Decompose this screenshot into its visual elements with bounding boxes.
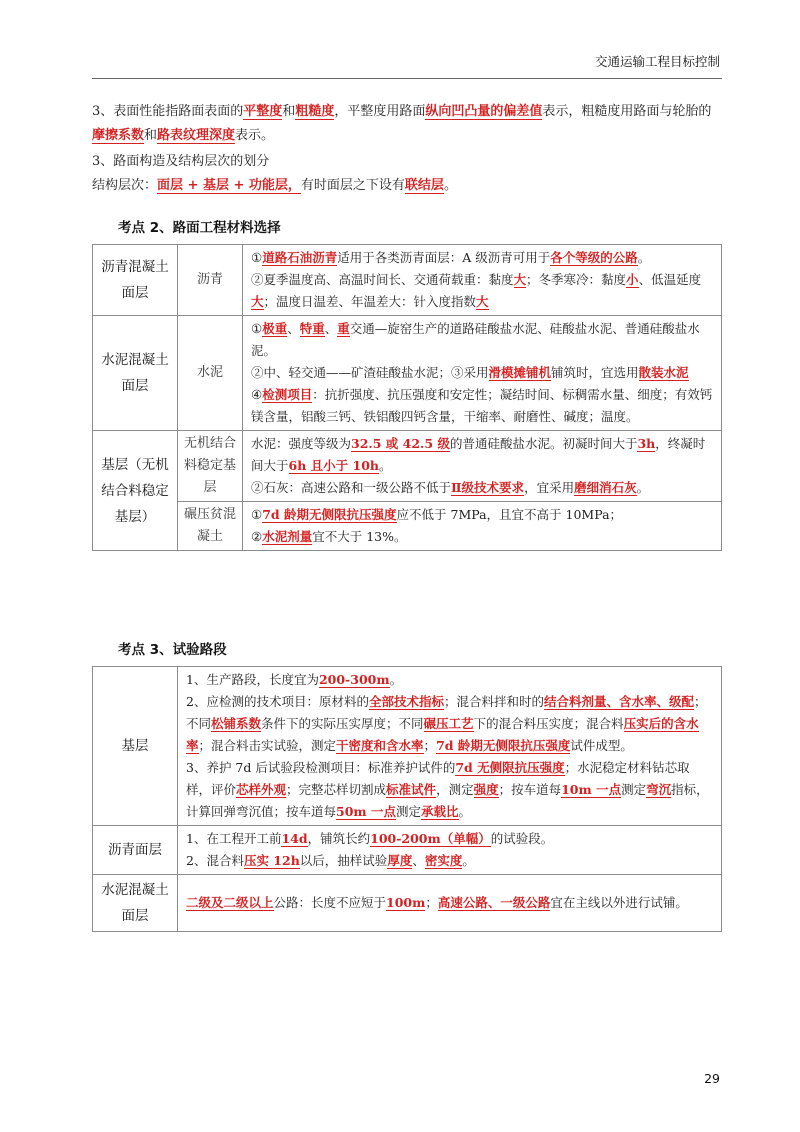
text-segment: 、 bbox=[324, 321, 338, 336]
highlighted-term: 7d 无侧限抗压强度 bbox=[455, 760, 565, 775]
text-segment: 宜不大于 13%。 bbox=[312, 529, 407, 544]
table-row bbox=[93, 826, 722, 875]
highlighted-term: 全部技术指标 bbox=[368, 694, 444, 709]
highlighted-term: 检测项目 bbox=[262, 387, 313, 402]
text-segment: 。 bbox=[637, 250, 651, 265]
content-cell bbox=[243, 431, 722, 502]
table-row bbox=[93, 875, 722, 932]
materials-table bbox=[92, 244, 722, 551]
text-segment: ②石灰：高速公路和一级公路不低于 bbox=[251, 480, 452, 495]
text-segment: 。 bbox=[462, 853, 475, 868]
layer-cell: 水泥混凝土面层 bbox=[93, 875, 178, 932]
content-cell bbox=[178, 826, 722, 875]
text-segment: 下的混合料压实度；混合料 bbox=[473, 716, 624, 731]
highlighted-term: 芯样外观 bbox=[236, 782, 287, 797]
content-line bbox=[251, 269, 713, 313]
highlighted-term: 大 bbox=[251, 294, 264, 309]
content-cell bbox=[178, 875, 722, 932]
section-title-materials: 考点 2、路面工程材料选择 bbox=[118, 220, 281, 236]
text-segment: 以后，抽样试验 bbox=[299, 853, 388, 868]
material-cell: 沥青 bbox=[178, 245, 243, 316]
highlighted-term: Ⅱ级技术要求 bbox=[451, 480, 525, 495]
content-cell bbox=[178, 667, 722, 826]
text-segment: 2、应检测的技术项目：原材料的 bbox=[186, 694, 369, 709]
intro-paragraph-structure-heading bbox=[92, 150, 722, 174]
text-segment: 表示。 bbox=[235, 128, 275, 143]
content-line bbox=[251, 526, 713, 548]
content-cell bbox=[243, 502, 722, 551]
highlighted-term: 路表纹理深度 bbox=[157, 128, 236, 143]
highlighted-term: 水泥剂量 bbox=[262, 529, 313, 544]
layer-cell: 沥青面层 bbox=[93, 826, 178, 875]
text-segment: ；按车道每 bbox=[498, 782, 562, 797]
table-row bbox=[93, 431, 722, 502]
text-segment: ②中、轻交通——矿渣硅酸盐水泥；③采用 bbox=[251, 365, 489, 380]
highlighted-term: 散装水泥 bbox=[638, 365, 689, 380]
highlighted-term: 10m 一点 bbox=[561, 782, 622, 797]
text-segment: ；不同 bbox=[186, 694, 707, 731]
highlighted-term: 粗糙度 bbox=[295, 104, 335, 119]
text-segment: 测定 bbox=[396, 804, 422, 819]
text-segment: ；混合料拌和时的 bbox=[443, 694, 544, 709]
text-segment: 和 bbox=[282, 104, 296, 119]
running-header: 交通运输工程目标控制 bbox=[594, 54, 720, 69]
highlighted-term: 重 bbox=[337, 321, 350, 336]
highlighted-term: 面层 + 基层 + 功能层， bbox=[157, 178, 301, 193]
layer-cell: 水泥混凝土面层 bbox=[93, 316, 178, 431]
text-segment: 测定 bbox=[621, 782, 647, 797]
content-line bbox=[186, 828, 713, 850]
highlighted-term: 高速公路、一级公路 bbox=[437, 895, 551, 910]
text-segment: ：抗折强度、抗压强度和安定性；凝结时间、标稠需水量、细度；有效钙镁含量，铝酸三钙、铁铝酸四钙含量，干缩率、耐磨性、碱度；温度。 bbox=[251, 387, 713, 424]
content-line bbox=[186, 757, 713, 823]
highlighted-term: 纵向凹凸量的偏差值 bbox=[425, 104, 543, 119]
intro-paragraph-surface bbox=[92, 100, 722, 148]
text-segment: ； bbox=[423, 738, 437, 753]
highlighted-term: 弯沉 bbox=[646, 782, 672, 797]
highlighted-term: 压实 12h bbox=[243, 853, 300, 868]
highlighted-term: 各个等级的公路 bbox=[550, 250, 638, 265]
content-line bbox=[186, 850, 713, 872]
layer-cell: 沥青混凝土面层 bbox=[93, 245, 178, 316]
text-segment: 。 bbox=[443, 178, 457, 193]
content-line bbox=[251, 477, 713, 499]
text-segment: ，测定 bbox=[436, 782, 474, 797]
text-segment: 。 bbox=[458, 804, 472, 819]
content-line bbox=[186, 691, 713, 757]
highlighted-term: 特重 bbox=[299, 321, 325, 336]
table-row bbox=[93, 667, 722, 826]
text-segment: 1、在工程开工前 bbox=[186, 831, 282, 846]
highlighted-term: 联结层 bbox=[404, 178, 444, 193]
highlighted-term: 碾压工艺 bbox=[423, 716, 474, 731]
trial-section-table bbox=[92, 666, 722, 932]
text-segment: 的普通硅酸盐水泥。初凝时间大于 bbox=[449, 436, 638, 451]
highlighted-term: 32.5 或 42.5 级 bbox=[351, 436, 450, 451]
header-divider bbox=[92, 78, 722, 79]
text-segment: 适用于各类沥青面层：A 级沥青可用于 bbox=[337, 250, 551, 265]
highlighted-term: 二级及二级以上 bbox=[186, 895, 274, 910]
text-segment: 3、路面构造及结构层次的划分 bbox=[92, 154, 270, 169]
highlighted-term: 结合料剂量、含水率、级配 bbox=[544, 694, 695, 709]
highlighted-term: 14d bbox=[281, 831, 308, 846]
text-segment: 条件下的实际压实厚度；不同 bbox=[261, 716, 424, 731]
text-segment: ① bbox=[251, 507, 263, 522]
content-line bbox=[251, 504, 713, 526]
highlighted-term: 3h bbox=[637, 436, 656, 451]
material-cell: 水泥 bbox=[178, 316, 243, 431]
highlighted-term: 磨细消石灰 bbox=[574, 480, 637, 495]
highlighted-term: 平整度 bbox=[243, 104, 283, 119]
material-cell: 无机结合料稳定基层 bbox=[178, 431, 243, 502]
intro-paragraph-structure-layers bbox=[92, 174, 722, 198]
content-line bbox=[186, 892, 713, 914]
table-row bbox=[93, 316, 722, 431]
text-segment: 试件成型。 bbox=[570, 738, 633, 753]
content-line bbox=[186, 669, 713, 691]
highlighted-term: 干密度和含水率 bbox=[336, 738, 424, 753]
highlighted-term: 厚度 bbox=[387, 853, 413, 868]
text-segment: ① bbox=[251, 250, 263, 265]
highlighted-term: 50m 一点 bbox=[336, 804, 396, 819]
highlighted-term: 强度 bbox=[473, 782, 499, 797]
text-segment: 宜在主线以外进行试铺。 bbox=[550, 895, 688, 910]
section-title-trial: 考点 3、试验路段 bbox=[118, 642, 227, 658]
highlighted-term: 100-200m（单幅） bbox=[370, 831, 491, 846]
text-segment: 铺筑时，宜选用 bbox=[551, 365, 639, 380]
text-segment: 、 bbox=[287, 321, 300, 336]
text-segment: ②夏季温度高、高温时间长、交通荷载重：黏度 bbox=[251, 272, 514, 287]
content-line bbox=[251, 247, 713, 269]
layer-cell: 基层（无机结合料稳定基层） bbox=[93, 431, 178, 551]
text-segment: ，宜采用 bbox=[524, 480, 575, 495]
highlighted-term: 承载比 bbox=[421, 804, 459, 819]
text-segment: 的试验段。 bbox=[490, 831, 554, 846]
content-line bbox=[251, 318, 713, 362]
content-line bbox=[251, 362, 713, 384]
highlighted-term: 摩擦系数 bbox=[92, 128, 145, 143]
text-segment: 3、养护 7d 后试验段检测项目：标准养护试件的 bbox=[186, 760, 456, 775]
highlighted-term: 6h 且小于 10h bbox=[288, 458, 379, 473]
text-segment: 公路：长度不应短于 bbox=[273, 895, 387, 910]
text-segment: ④ bbox=[251, 387, 263, 402]
table-row bbox=[93, 502, 722, 551]
highlighted-term: 小 bbox=[626, 272, 639, 287]
highlighted-term: 大 bbox=[513, 272, 527, 287]
text-segment: 指标，计算回弹弯沉值；按车道每 bbox=[186, 782, 709, 819]
text-segment: ；混合料击实试验，测定 bbox=[198, 738, 337, 753]
highlighted-term: 极重 bbox=[262, 321, 288, 336]
highlighted-term: 松铺系数 bbox=[211, 716, 262, 731]
text-segment: 表示，粗糙度用路面与轮胎的 bbox=[542, 104, 712, 119]
layer-cell: 基层 bbox=[93, 667, 178, 826]
text-segment: ① bbox=[251, 321, 263, 336]
material-cell: 碾压贫混凝土 bbox=[178, 502, 243, 551]
text-segment: 交通—旋窑生产的道路硅酸盐水泥、硅酸盐水泥、普通硅酸盐水泥。 bbox=[251, 321, 700, 358]
highlighted-term: 7d 龄期无侧限抗压强度 bbox=[436, 738, 571, 753]
page-number: 29 bbox=[704, 1071, 720, 1086]
text-segment: 。 bbox=[379, 458, 392, 473]
highlighted-term: 大 bbox=[476, 294, 489, 309]
text-segment: ，终凝时间大于 bbox=[251, 436, 706, 473]
text-segment: 应不低于 7MPa，且宜不高于 10MPa； bbox=[396, 507, 623, 522]
text-segment: 水泥：强度等级为 bbox=[251, 436, 352, 451]
highlighted-term: 压实后的含水率 bbox=[186, 716, 699, 753]
text-segment: 、低温延度 bbox=[638, 272, 702, 287]
content-cell bbox=[243, 245, 722, 316]
text-segment: ② bbox=[251, 529, 263, 544]
highlighted-term: 7d 龄期无侧限抗压强度 bbox=[262, 507, 397, 522]
text-segment: 有时面层之下设有 bbox=[300, 178, 405, 193]
text-segment: 。 bbox=[636, 480, 650, 495]
highlighted-term: 200-300m bbox=[318, 672, 390, 687]
content-line bbox=[251, 433, 713, 477]
text-segment: ；温度日温差、年温差大：针入度指数 bbox=[263, 294, 477, 309]
text-segment: 、 bbox=[412, 853, 425, 868]
text-segment: 2、混合料 bbox=[186, 853, 244, 868]
text-segment: 结构层次： bbox=[92, 178, 158, 193]
text-segment: ，铺筑长约 bbox=[307, 831, 371, 846]
text-segment: 3、表面性能指路面表面的 bbox=[92, 104, 244, 119]
content-cell bbox=[243, 316, 722, 431]
text-segment: ；冬季寒冷：黏度 bbox=[526, 272, 627, 287]
highlighted-term: 道路石油沥青 bbox=[262, 250, 338, 265]
highlighted-term: 100m bbox=[386, 895, 426, 910]
text-segment: ，平整度用路面 bbox=[334, 104, 426, 119]
text-segment: 1、生产路段，长度宜为 bbox=[186, 672, 319, 687]
highlighted-term: 滑模摊铺机 bbox=[488, 365, 552, 380]
content-line bbox=[251, 384, 713, 428]
highlighted-term: 标准试件 bbox=[386, 782, 437, 797]
text-segment: ； bbox=[425, 895, 438, 910]
highlighted-term: 密实度 bbox=[424, 853, 463, 868]
text-segment: ；水泥稳定材料钻芯取样，评价 bbox=[186, 760, 690, 797]
table-row bbox=[93, 245, 722, 316]
text-segment: 和 bbox=[144, 128, 158, 143]
text-segment: ；完整芯样切割成 bbox=[286, 782, 387, 797]
text-segment: 。 bbox=[389, 672, 403, 687]
